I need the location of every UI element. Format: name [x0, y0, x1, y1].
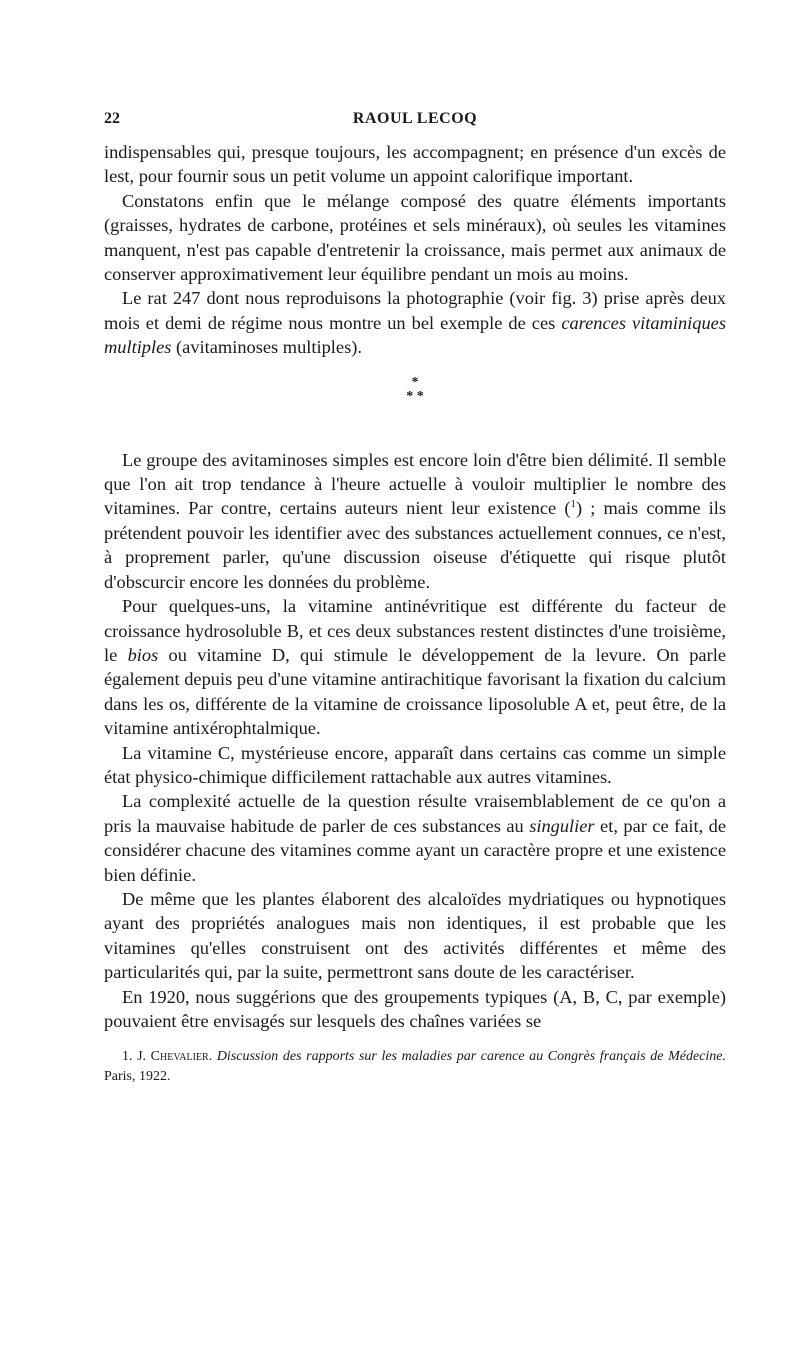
asterism-bottom: * * — [406, 388, 424, 404]
section-separator — [104, 360, 726, 448]
book-page — [104, 110, 726, 1087]
paragraph-7-italic: singulier — [529, 815, 595, 836]
footnote-number: 1. — [122, 1049, 133, 1065]
footnote-ref: 1 — [570, 498, 576, 511]
running-head — [104, 110, 726, 140]
paragraph-3 — [104, 286, 726, 359]
paragraph-3-italic: carences vitaminiques multiples — [104, 312, 726, 358]
paragraph-3-end: (avitaminoses multiples). — [171, 337, 362, 358]
asterism-top: * — [411, 374, 419, 390]
paragraph-9: En 1920, nous suggérions que des groupements typiques (A, B, C, par exemple) pouvaient être envisagés sur lesquels des chaînes variées se — [104, 986, 726, 1031]
paragraph-5 — [104, 594, 726, 740]
paragraph-8: De même que les plantes élaborent des alcaloïdes mydriatiques ou hypnotiques ayant des propriétés analogues mais non identiques, il est probable que les vitamines qu'elles construisent ont des activités différentes et même des particularités qui, par la suite, permettront sans doute de les caractériser. — [104, 888, 726, 983]
footnote-title: Discussion des rapports sur les maladies par carence au Congrès français de Médecine. — [216, 1049, 727, 1065]
running-title: RAOUL LECOQ — [352, 110, 478, 127]
paragraph-5-end: ou vitamine D, qui stimule le développement de la levure. On parle également depuis peu d'une vitamine antirachitique favorisant la fixation du calcium dans les os, différente de la vitamine de croissance liposoluble A et, peut être, de la vitamine antixérophtalmique. — [104, 644, 726, 739]
paragraph-3-text: Le rat 247 dont nous reproduisons la photographie (voir fig. 3) prise après deux mois et demi de régime nous montre un bel exemple de ces — [104, 288, 726, 333]
footnote-author: J. Chevalier. — [137, 1049, 213, 1065]
footnote-place: Paris, 1922. — [104, 1069, 171, 1085]
paragraph-7-end: et, par ce fait, de considérer chacune des vitamines comme ayant un caractère propre et une existence bien définie. — [104, 815, 726, 885]
paragraph-7 — [104, 789, 726, 887]
paragraph-5-italic: bios — [127, 644, 159, 665]
paragraph-4-text: Le groupe des avitaminoses simples est encore loin d'être bien délimité. Il semble que l'on ait trop tendance à l'heure actuelle à vouloir multiplier le nombre des vitamines. Par contre, certains auteurs nient leur existence ( — [104, 449, 726, 519]
paragraph-5-text: Pour quelques-uns, la vitamine antinévritique est différente du facteur de croissance hydrosoluble B, et ces deux substances restent distinctes d'une troisième, le — [104, 596, 726, 665]
paragraph-6: La vitamine C, mystérieuse encore, apparaît dans certains cas comme un simple état physico-chimique difficilement rattachable aux autres vitamines. — [104, 742, 726, 787]
page-number: 22 — [104, 110, 120, 127]
paragraph-4 — [104, 448, 726, 594]
paragraph-2: Constatons enfin que le mélange composé des quatre éléments importants (graisses, hydrates de carbone, protéines et sels minéraux), où seules les vitamines manquent, n'est pas capable d'entretenir la croissance, mais permet aux animaux de conserver approximativement leur équilibre pendant un mois au moins. — [104, 190, 726, 285]
paragraph-7-text: La complexité actuelle de la question résulte vraisemblablement de ce qu'on a pris la mauvaise habitude de parler de ces substances au — [104, 791, 726, 836]
paragraph-4-end: ) ; mais comme ils prétendent pouvoir les identifier avec des substances actuellement connues, ce n'est, à proprement parler, qu'une discussion oiseuse d'étiquette qui risque plutôt d'obscurcir encore les données du problème. — [104, 498, 726, 592]
paragraph-1: indispensables qui, presque toujours, les accompagnent; en présence d'un excès de lest, pour fournir sous un petit volume un appoint calorifique important. — [104, 142, 726, 187]
footnote — [104, 1047, 726, 1087]
body-text — [104, 140, 726, 1033]
